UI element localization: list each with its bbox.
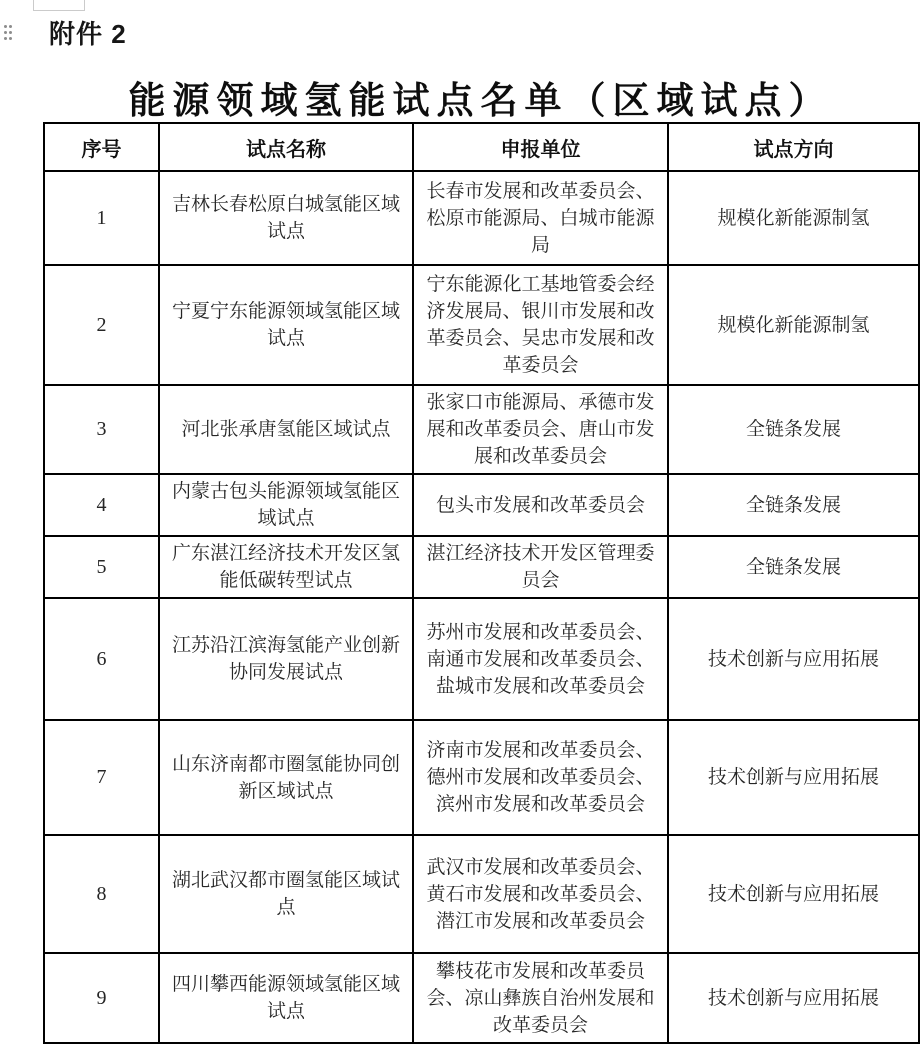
table-row bbox=[44, 474, 919, 536]
cell-declaring-unit: 包头市发展和改革委员会 bbox=[413, 474, 668, 536]
cell-serial-number: 8 bbox=[44, 835, 159, 953]
cell-pilot-name: 江苏沿江滨海氢能产业创新协同发展试点 bbox=[159, 598, 413, 720]
cell-serial-number: 6 bbox=[44, 598, 159, 720]
cell-serial-number: 4 bbox=[44, 474, 159, 536]
cell-pilot-direction: 技术创新与应用拓展 bbox=[668, 835, 919, 953]
table-row bbox=[44, 720, 919, 835]
cell-pilot-name: 四川攀西能源领域氢能区域试点 bbox=[159, 953, 413, 1043]
cell-serial-number: 1 bbox=[44, 171, 159, 265]
table-row bbox=[44, 265, 919, 385]
page-edge-artifact bbox=[33, 0, 85, 11]
cell-serial-number: 2 bbox=[44, 265, 159, 385]
cell-pilot-direction: 技术创新与应用拓展 bbox=[668, 598, 919, 720]
cell-pilot-name: 广东湛江经济技术开发区氢能低碳转型试点 bbox=[159, 536, 413, 598]
cell-pilot-name: 宁夏宁东能源领域氢能区域试点 bbox=[159, 265, 413, 385]
table-row bbox=[44, 835, 919, 953]
cell-serial-number: 3 bbox=[44, 385, 159, 474]
cell-serial-number: 7 bbox=[44, 720, 159, 835]
cell-declaring-unit: 攀枝花市发展和改革委员会、凉山彝族自治州发展和改革委员会 bbox=[413, 953, 668, 1043]
cell-declaring-unit: 张家口市能源局、承德市发展和改革委员会、唐山市发展和改革委员会 bbox=[413, 385, 668, 474]
cell-pilot-direction: 规模化新能源制氢 bbox=[668, 265, 919, 385]
cell-pilot-direction: 全链条发展 bbox=[668, 385, 919, 474]
cell-declaring-unit: 武汉市发展和改革委员会、黄石市发展和改革委员会、潜江市发展和改革委员会 bbox=[413, 835, 668, 953]
cell-pilot-name: 山东济南都市圈氢能协同创新区域试点 bbox=[159, 720, 413, 835]
table-row bbox=[44, 953, 919, 1043]
cell-declaring-unit: 湛江经济技术开发区管理委员会 bbox=[413, 536, 668, 598]
cell-pilot-direction: 全链条发展 bbox=[668, 474, 919, 536]
header-serial-number: 序号 bbox=[44, 123, 159, 171]
table-header-row bbox=[44, 123, 919, 171]
cell-serial-number: 5 bbox=[44, 536, 159, 598]
cell-declaring-unit: 苏州市发展和改革委员会、南通市发展和改革委员会、盐城市发展和改革委员会 bbox=[413, 598, 668, 720]
cell-declaring-unit: 宁东能源化工基地管委会经济发展局、银川市发展和改革委员会、吴忠市发展和改革委员会 bbox=[413, 265, 668, 385]
table-row bbox=[44, 385, 919, 474]
document-title: 能源领域氢能试点名单（区域试点） bbox=[128, 78, 833, 122]
cell-serial-number: 9 bbox=[44, 953, 159, 1043]
cell-declaring-unit: 济南市发展和改革委员会、德州市发展和改革委员会、滨州市发展和改革委员会 bbox=[413, 720, 668, 835]
table-row bbox=[44, 536, 919, 598]
cell-pilot-direction: 技术创新与应用拓展 bbox=[668, 720, 919, 835]
header-declaring-unit: 申报单位 bbox=[413, 123, 668, 171]
header-pilot-name: 试点名称 bbox=[159, 123, 413, 171]
table-row bbox=[44, 598, 919, 720]
cell-pilot-name: 湖北武汉都市圈氢能区域试点 bbox=[159, 835, 413, 953]
table-row bbox=[44, 171, 919, 265]
pilot-table bbox=[43, 122, 920, 1044]
header-pilot-direction: 试点方向 bbox=[668, 123, 919, 171]
cell-pilot-name: 河北张承唐氢能区域试点 bbox=[159, 385, 413, 474]
drag-handle-icon[interactable] bbox=[4, 25, 14, 43]
cell-pilot-name: 吉林长春松原白城氢能区域试点 bbox=[159, 171, 413, 265]
attachment-label: 附件 2 bbox=[49, 19, 127, 49]
cell-declaring-unit: 长春市发展和改革委员会、松原市能源局、白城市能源局 bbox=[413, 171, 668, 265]
cell-pilot-direction: 全链条发展 bbox=[668, 536, 919, 598]
cell-pilot-direction: 技术创新与应用拓展 bbox=[668, 953, 919, 1043]
cell-pilot-direction: 规模化新能源制氢 bbox=[668, 171, 919, 265]
cell-pilot-name: 内蒙古包头能源领域氢能区域试点 bbox=[159, 474, 413, 536]
